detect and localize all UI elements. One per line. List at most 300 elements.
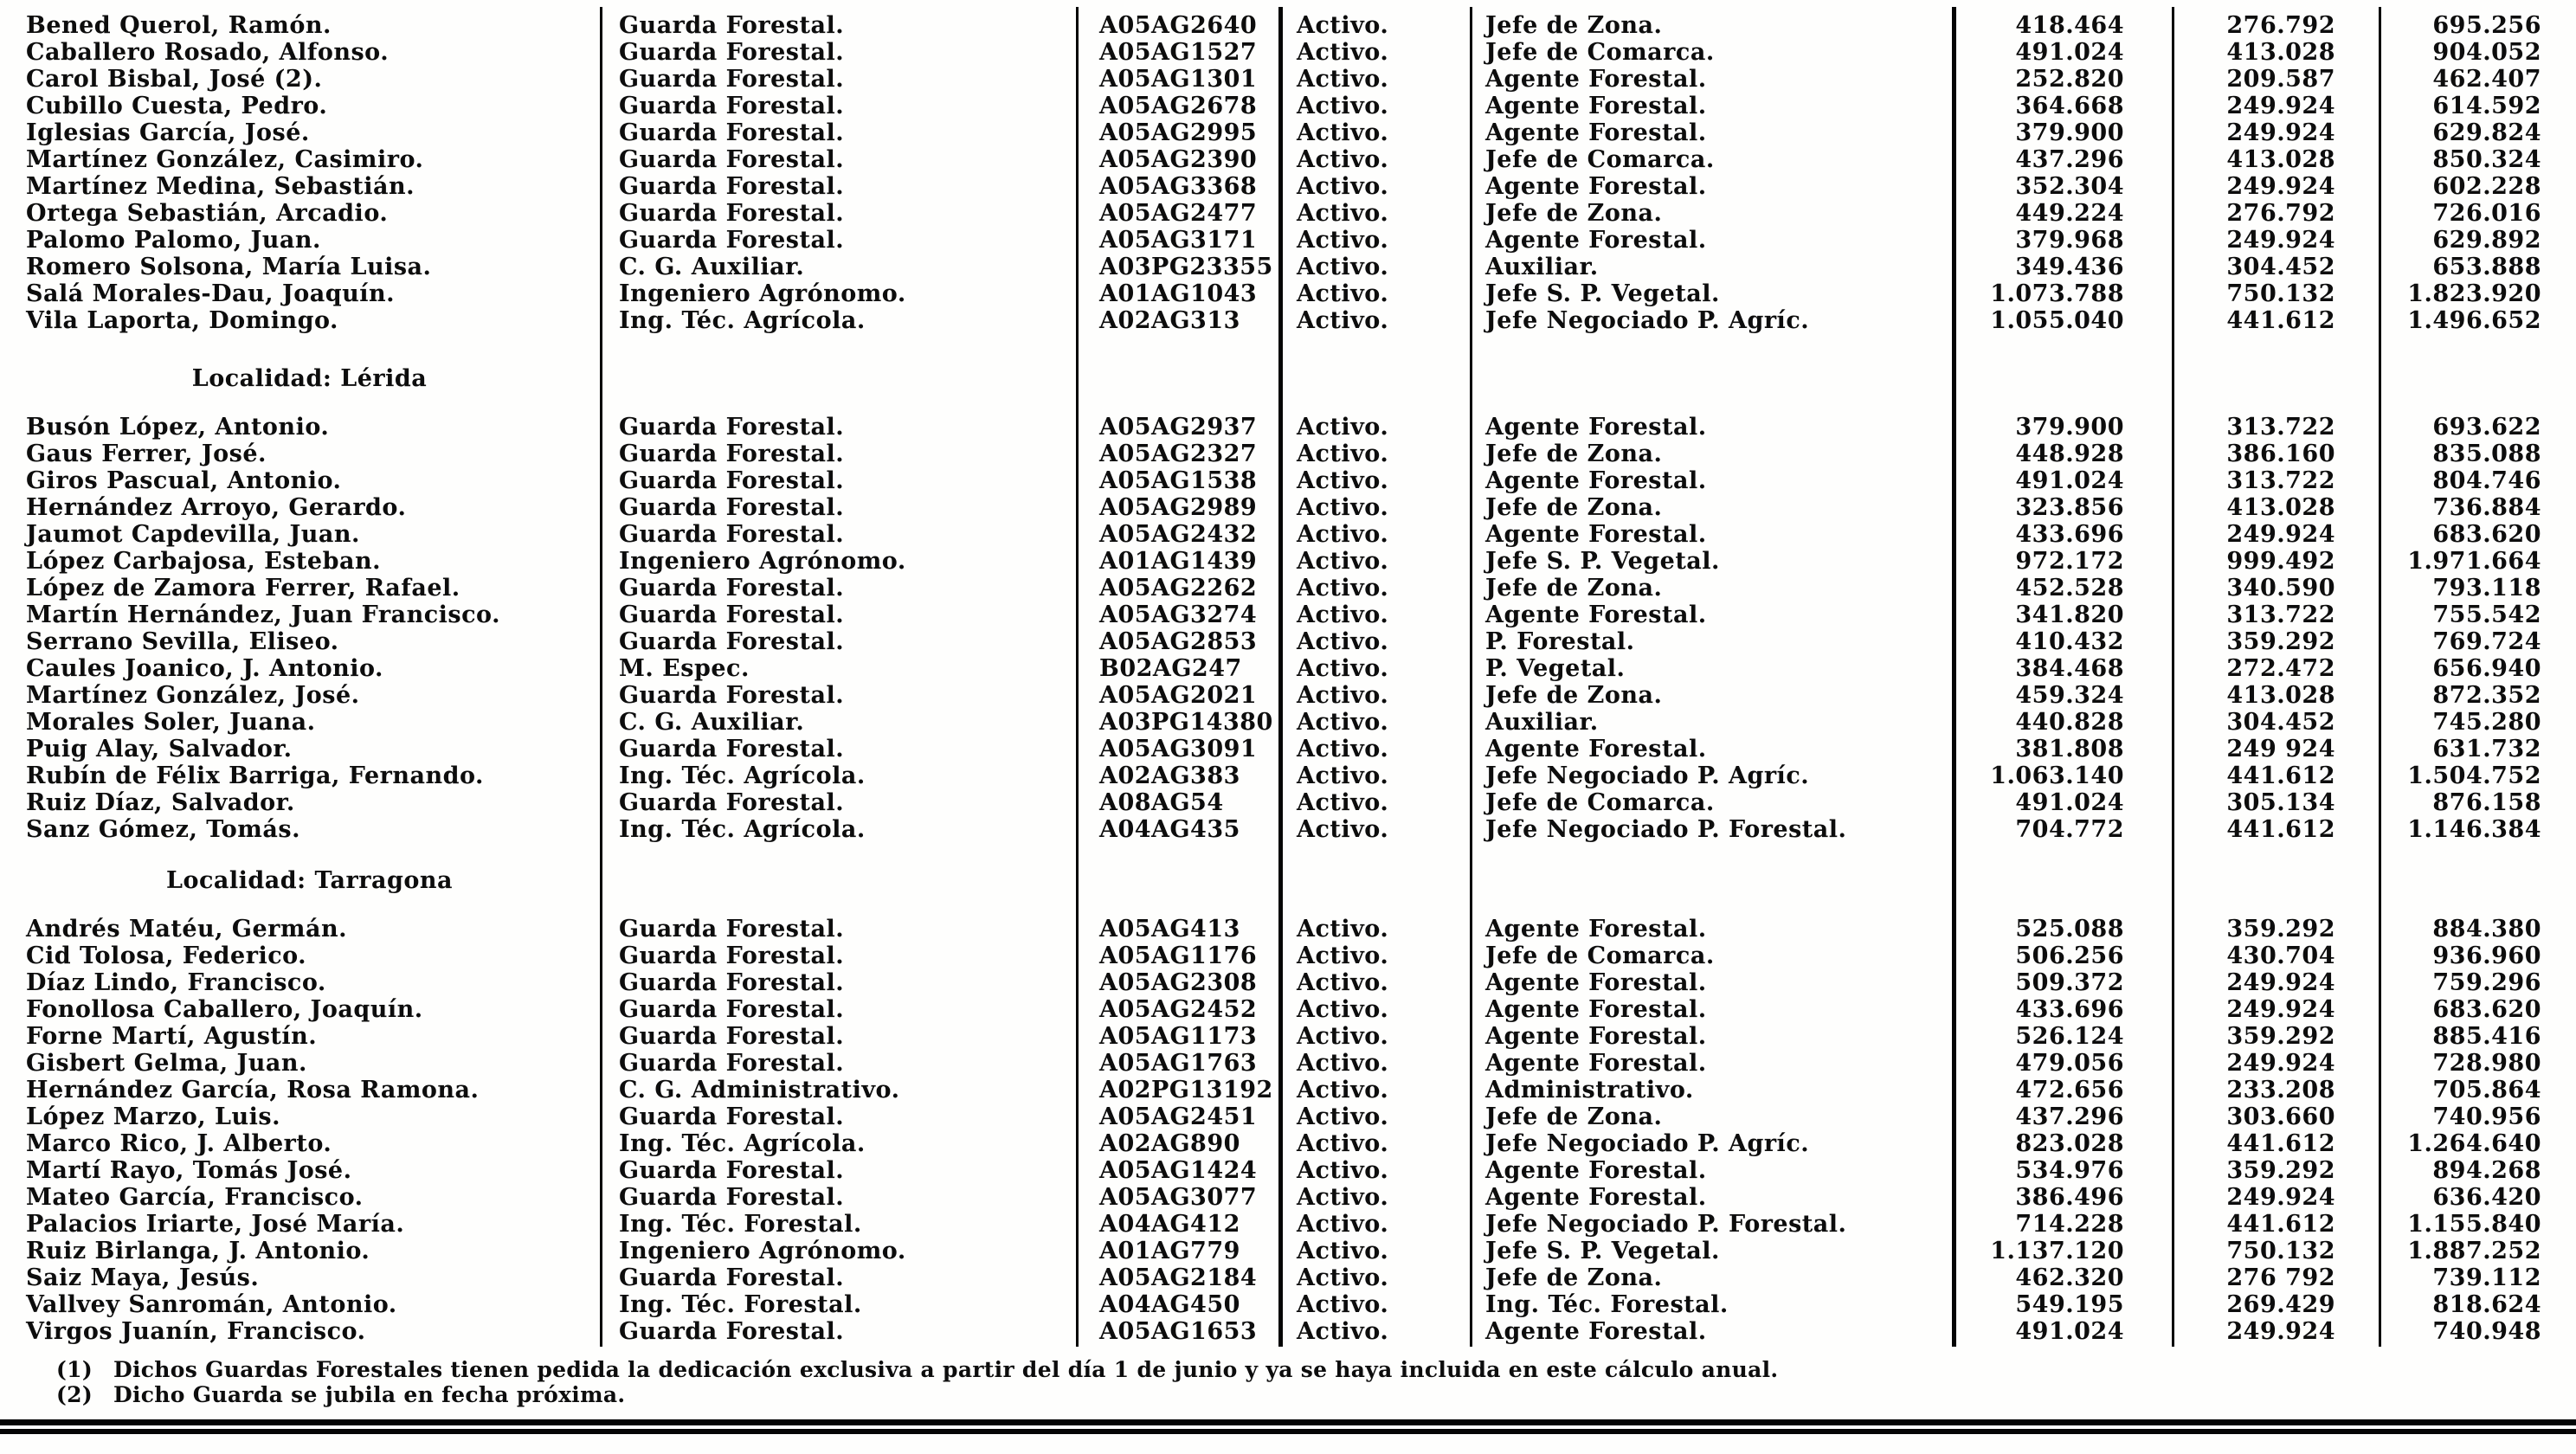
value2-cell: 209.587 bbox=[2226, 66, 2335, 93]
name-cell: Sanz Gómez, Tomás. bbox=[26, 816, 300, 843]
value1-cell: 472.656 bbox=[2015, 1077, 2124, 1103]
title-cell: Auxiliar. bbox=[1485, 254, 1599, 280]
value1-cell: 437.296 bbox=[2015, 1103, 2124, 1130]
title-cell: Jefe Negociado P. Agríc. bbox=[1485, 307, 1810, 334]
value3-cell: 740.948 bbox=[2432, 1318, 2541, 1345]
value3-cell: 1.971.664 bbox=[2407, 548, 2541, 575]
position-cell: Ing. Téc. Agrícola. bbox=[619, 1130, 866, 1157]
value3-cell: 726.016 bbox=[2432, 200, 2541, 227]
value1-cell: 491.024 bbox=[2015, 1318, 2124, 1345]
value1-cell: 714.228 bbox=[2015, 1211, 2124, 1238]
title-cell: Agente Forestal. bbox=[1485, 227, 1707, 254]
status-cell: Activo. bbox=[1297, 1050, 1389, 1077]
value3-cell: 793.118 bbox=[2432, 575, 2541, 602]
position-cell: Ingeniero Agrónomo. bbox=[619, 548, 906, 575]
position-cell: Ing. Téc. Agrícola. bbox=[619, 816, 866, 843]
value3-cell: 745.280 bbox=[2432, 709, 2541, 736]
value2-cell: 249.924 bbox=[2226, 173, 2335, 200]
code-cell: A05AG2853 bbox=[1099, 628, 1258, 655]
value2-cell: 276.792 bbox=[2226, 12, 2335, 39]
value2-cell: 441.612 bbox=[2226, 1211, 2335, 1238]
value2-cell: 313.722 bbox=[2226, 602, 2335, 628]
title-cell: Agente Forestal. bbox=[1485, 969, 1707, 996]
value2-cell: 413.028 bbox=[2226, 494, 2335, 521]
title-cell: Jefe S. P. Vegetal. bbox=[1485, 548, 1720, 575]
position-cell: Guarda Forestal. bbox=[619, 119, 845, 146]
value1-cell: 509.372 bbox=[2015, 969, 2124, 996]
status-cell: Activo. bbox=[1297, 1264, 1389, 1291]
locality-heading: Localidad: Tarragona bbox=[165, 867, 454, 894]
position-cell: Guarda Forestal. bbox=[619, 494, 845, 521]
name-cell: Martín Hernández, Juan Francisco. bbox=[26, 602, 500, 628]
code-cell: A08AG54 bbox=[1099, 789, 1224, 816]
name-cell: López de Zamora Ferrer, Rafael. bbox=[26, 575, 460, 602]
code-cell: A02PG13192 bbox=[1099, 1077, 1273, 1103]
code-cell: A04AG435 bbox=[1099, 816, 1240, 843]
footnote bbox=[56, 1357, 2523, 1382]
value3-cell: 1.155.840 bbox=[2407, 1211, 2541, 1238]
value2-cell: 249.924 bbox=[2226, 969, 2335, 996]
status-cell: Activo. bbox=[1297, 969, 1389, 996]
value3-cell: 740.956 bbox=[2432, 1103, 2541, 1130]
title-cell: Jefe de Comarca. bbox=[1485, 789, 1715, 816]
footnote-marker: (1) bbox=[56, 1357, 93, 1382]
name-cell: Morales Soler, Juana. bbox=[26, 709, 316, 736]
title-cell: Jefe de Comarca. bbox=[1485, 943, 1715, 969]
title-cell: Jefe de Zona. bbox=[1485, 200, 1663, 227]
status-cell: Activo. bbox=[1297, 93, 1389, 119]
status-cell: Activo. bbox=[1297, 816, 1389, 843]
value1-cell: 452.528 bbox=[2015, 575, 2124, 602]
status-cell: Activo. bbox=[1297, 307, 1389, 334]
code-cell: A05AG2452 bbox=[1099, 996, 1258, 1023]
title-cell: Jefe de Zona. bbox=[1485, 494, 1663, 521]
value2-cell: 304.452 bbox=[2226, 254, 2335, 280]
code-cell: A05AG2184 bbox=[1099, 1264, 1258, 1291]
value1-cell: 704.772 bbox=[2015, 816, 2124, 843]
value2-cell: 359.292 bbox=[2226, 628, 2335, 655]
name-cell: Puig Alay, Salvador. bbox=[26, 736, 293, 762]
title-cell: Agente Forestal. bbox=[1485, 1050, 1707, 1077]
code-cell: A05AG1301 bbox=[1099, 66, 1258, 93]
code-cell: A05AG3274 bbox=[1099, 602, 1258, 628]
locality-heading: Localidad: Lérida bbox=[191, 365, 428, 392]
title-cell: Jefe de Zona. bbox=[1485, 575, 1663, 602]
title-cell: Agente Forestal. bbox=[1485, 93, 1707, 119]
position-cell: Ingeniero Agrónomo. bbox=[619, 280, 906, 307]
name-cell: Caballero Rosado, Alfonso. bbox=[26, 39, 390, 66]
footnote-text: Dichos Guardas Forestales tienen pedida la dedicación exclusiva a partir del día 1 de junio y ya se haya incluida en este cálculo anual. bbox=[113, 1357, 1779, 1382]
code-cell: A05AG1424 bbox=[1099, 1157, 1258, 1184]
name-cell: Cid Tolosa, Federico. bbox=[26, 943, 307, 969]
value3-cell: 835.088 bbox=[2432, 441, 2541, 467]
status-cell: Activo. bbox=[1297, 12, 1389, 39]
code-cell: A04AG412 bbox=[1099, 1211, 1240, 1238]
name-cell: Martínez Medina, Sebastián. bbox=[26, 173, 415, 200]
code-cell: A03PG23355 bbox=[1099, 254, 1273, 280]
value3-cell: 629.824 bbox=[2432, 119, 2541, 146]
status-cell: Activo. bbox=[1297, 1184, 1389, 1211]
value2-cell: 249.924 bbox=[2226, 1050, 2335, 1077]
position-cell: Guarda Forestal. bbox=[619, 789, 845, 816]
code-cell: B02AG247 bbox=[1099, 655, 1242, 682]
value2-cell: 386.160 bbox=[2226, 441, 2335, 467]
code-cell: A05AG1538 bbox=[1099, 467, 1258, 494]
status-cell: Activo. bbox=[1297, 1103, 1389, 1130]
status-cell: Activo. bbox=[1297, 709, 1389, 736]
code-cell: A05AG2451 bbox=[1099, 1103, 1258, 1130]
title-cell: Agente Forestal. bbox=[1485, 521, 1707, 548]
name-cell: Andrés Matéu, Germán. bbox=[26, 916, 347, 943]
value1-cell: 437.296 bbox=[2015, 146, 2124, 173]
title-cell: Jefe de Zona. bbox=[1485, 1103, 1663, 1130]
code-cell: A05AG1653 bbox=[1099, 1318, 1258, 1345]
value2-cell: 249.924 bbox=[2226, 119, 2335, 146]
value3-cell: 804.746 bbox=[2432, 467, 2541, 494]
title-cell: Jefe Negociado P. Forestal. bbox=[1485, 1211, 1847, 1238]
status-cell: Activo. bbox=[1297, 467, 1389, 494]
position-cell: Guarda Forestal. bbox=[619, 39, 845, 66]
value3-cell: 904.052 bbox=[2432, 39, 2541, 66]
title-cell: Agente Forestal. bbox=[1485, 119, 1707, 146]
position-cell: Ing. Téc. Forestal. bbox=[619, 1211, 862, 1238]
value2-cell: 249.924 bbox=[2226, 227, 2335, 254]
value2-cell: 276 792 bbox=[2226, 1264, 2335, 1291]
value2-cell: 303.660 bbox=[2226, 1103, 2335, 1130]
position-cell: Guarda Forestal. bbox=[619, 441, 845, 467]
position-cell: Guarda Forestal. bbox=[619, 1184, 845, 1211]
status-cell: Activo. bbox=[1297, 414, 1389, 441]
status-cell: Activo. bbox=[1297, 441, 1389, 467]
position-cell: Guarda Forestal. bbox=[619, 628, 845, 655]
position-cell: Guarda Forestal. bbox=[619, 943, 845, 969]
status-cell: Activo. bbox=[1297, 762, 1389, 789]
value3-cell: 1.887.252 bbox=[2407, 1238, 2541, 1264]
value2-cell: 441.612 bbox=[2226, 816, 2335, 843]
value3-cell: 614.592 bbox=[2432, 93, 2541, 119]
value3-cell: 884.380 bbox=[2432, 916, 2541, 943]
code-cell: A05AG2327 bbox=[1099, 441, 1258, 467]
value1-cell: 352.304 bbox=[2015, 173, 2124, 200]
position-cell: Guarda Forestal. bbox=[619, 12, 845, 39]
status-cell: Activo. bbox=[1297, 227, 1389, 254]
code-cell: A05AG1173 bbox=[1099, 1023, 1258, 1050]
value3-cell: 631.732 bbox=[2432, 736, 2541, 762]
status-cell: Activo. bbox=[1297, 916, 1389, 943]
position-cell: Guarda Forestal. bbox=[619, 969, 845, 996]
title-cell: Administrativo. bbox=[1485, 1077, 1694, 1103]
name-cell: Virgos Juanín, Francisco. bbox=[26, 1318, 366, 1345]
position-cell: Guarda Forestal. bbox=[619, 1050, 845, 1077]
position-cell: Guarda Forestal. bbox=[619, 173, 845, 200]
name-cell: Bened Querol, Ramón. bbox=[26, 12, 332, 39]
value1-cell: 526.124 bbox=[2015, 1023, 2124, 1050]
value2-cell: 269.429 bbox=[2226, 1291, 2335, 1318]
name-cell: Salá Morales-Dau, Joaquín. bbox=[26, 280, 396, 307]
position-cell: Guarda Forestal. bbox=[619, 1318, 845, 1345]
code-cell: A05AG1763 bbox=[1099, 1050, 1258, 1077]
name-cell: López Marzo, Luis. bbox=[26, 1103, 281, 1130]
status-cell: Activo. bbox=[1297, 1077, 1389, 1103]
title-cell: Ing. Téc. Forestal. bbox=[1485, 1291, 1729, 1318]
value1-cell: 506.256 bbox=[2015, 943, 2124, 969]
status-cell: Activo. bbox=[1297, 200, 1389, 227]
code-cell: A05AG2678 bbox=[1099, 93, 1258, 119]
position-cell: Guarda Forestal. bbox=[619, 66, 845, 93]
value3-cell: 695.256 bbox=[2432, 12, 2541, 39]
title-cell: Agente Forestal. bbox=[1485, 736, 1707, 762]
code-cell: A05AG2477 bbox=[1099, 200, 1258, 227]
code-cell: A05AG2937 bbox=[1099, 414, 1258, 441]
name-cell: Saiz Maya, Jesús. bbox=[26, 1264, 260, 1291]
value2-cell: 233.208 bbox=[2226, 1077, 2335, 1103]
value2-cell: 441.612 bbox=[2226, 307, 2335, 334]
code-cell: A02AG313 bbox=[1099, 307, 1240, 334]
title-cell: Agente Forestal. bbox=[1485, 1157, 1707, 1184]
value2-cell: 305.134 bbox=[2226, 789, 2335, 816]
position-cell: M. Espec. bbox=[619, 655, 750, 682]
status-cell: Activo. bbox=[1297, 39, 1389, 66]
status-cell: Activo. bbox=[1297, 1238, 1389, 1264]
title-cell: Jefe de Zona. bbox=[1485, 682, 1663, 709]
code-cell: A05AG3171 bbox=[1099, 227, 1258, 254]
value3-cell: 850.324 bbox=[2432, 146, 2541, 173]
footnote-marker: (2) bbox=[56, 1382, 93, 1407]
code-cell: A01AG1439 bbox=[1099, 548, 1258, 575]
value1-cell: 491.024 bbox=[2015, 789, 2124, 816]
position-cell: Guarda Forestal. bbox=[619, 146, 845, 173]
value2-cell: 430.704 bbox=[2226, 943, 2335, 969]
position-cell: C. G. Auxiliar. bbox=[619, 709, 805, 736]
code-cell: A03PG14380 bbox=[1099, 709, 1273, 736]
code-cell: A05AG3077 bbox=[1099, 1184, 1258, 1211]
name-cell: Gisbert Gelma, Juan. bbox=[26, 1050, 307, 1077]
value3-cell: 736.884 bbox=[2432, 494, 2541, 521]
status-cell: Activo. bbox=[1297, 1291, 1389, 1318]
status-cell: Activo. bbox=[1297, 943, 1389, 969]
position-cell: Ingeniero Agrónomo. bbox=[619, 1238, 906, 1264]
value1-cell: 410.432 bbox=[2015, 628, 2124, 655]
value2-cell: 249 924 bbox=[2226, 736, 2335, 762]
code-cell: A05AG3368 bbox=[1099, 173, 1258, 200]
status-cell: Activo. bbox=[1297, 280, 1389, 307]
name-cell: Martínez González, Casimiro. bbox=[26, 146, 424, 173]
value2-cell: 272.472 bbox=[2226, 655, 2335, 682]
title-cell: Agente Forestal. bbox=[1485, 1318, 1707, 1345]
footnote-text: Dicho Guarda se jubila en fecha próxima. bbox=[113, 1382, 626, 1407]
code-cell: A01AG779 bbox=[1099, 1238, 1240, 1264]
status-cell: Activo. bbox=[1297, 736, 1389, 762]
value1-cell: 462.320 bbox=[2015, 1264, 2124, 1291]
status-cell: Activo. bbox=[1297, 575, 1389, 602]
code-cell: A01AG1043 bbox=[1099, 280, 1258, 307]
footnotes bbox=[56, 1357, 2523, 1407]
position-cell: Guarda Forestal. bbox=[619, 575, 845, 602]
name-cell: Busón López, Antonio. bbox=[26, 414, 330, 441]
value1-cell: 1.063.140 bbox=[1990, 762, 2124, 789]
status-cell: Activo. bbox=[1297, 173, 1389, 200]
value1-cell: 323.856 bbox=[2015, 494, 2124, 521]
code-cell: A05AG2640 bbox=[1099, 12, 1258, 39]
value1-cell: 379.900 bbox=[2015, 119, 2124, 146]
position-cell: Ing. Téc. Forestal. bbox=[619, 1291, 862, 1318]
status-cell: Activo. bbox=[1297, 521, 1389, 548]
value3-cell: 656.940 bbox=[2432, 655, 2541, 682]
value1-cell: 418.464 bbox=[2015, 12, 2124, 39]
value2-cell: 750.132 bbox=[2226, 1238, 2335, 1264]
name-cell: Palacios Iriarte, José María. bbox=[26, 1211, 405, 1238]
title-cell: Agente Forestal. bbox=[1485, 916, 1707, 943]
value1-cell: 1.055.040 bbox=[1990, 307, 2124, 334]
status-cell: Activo. bbox=[1297, 548, 1389, 575]
value1-cell: 386.496 bbox=[2015, 1184, 2124, 1211]
position-cell: Guarda Forestal. bbox=[619, 467, 845, 494]
title-cell: Jefe S. P. Vegetal. bbox=[1485, 280, 1720, 307]
status-cell: Activo. bbox=[1297, 494, 1389, 521]
value1-cell: 491.024 bbox=[2015, 39, 2124, 66]
value2-cell: 413.028 bbox=[2226, 682, 2335, 709]
value2-cell: 249.924 bbox=[2226, 1318, 2335, 1345]
value3-cell: 602.228 bbox=[2432, 173, 2541, 200]
name-cell: López Carbajosa, Esteban. bbox=[26, 548, 381, 575]
position-cell: Guarda Forestal. bbox=[619, 227, 845, 254]
code-cell: A05AG1527 bbox=[1099, 39, 1258, 66]
value1-cell: 433.696 bbox=[2015, 521, 2124, 548]
position-cell: Guarda Forestal. bbox=[619, 200, 845, 227]
status-cell: Activo. bbox=[1297, 1157, 1389, 1184]
double-rule-bottom bbox=[0, 1429, 2576, 1434]
name-cell: Ruiz Díaz, Salvador. bbox=[26, 789, 295, 816]
value1-cell: 252.820 bbox=[2015, 66, 2124, 93]
code-cell: A05AG1176 bbox=[1099, 943, 1258, 969]
table-section bbox=[0, 414, 2576, 843]
value2-cell: 276.792 bbox=[2226, 200, 2335, 227]
value3-cell: 728.980 bbox=[2432, 1050, 2541, 1077]
value1-cell: 972.172 bbox=[2015, 548, 2124, 575]
value1-cell: 449.224 bbox=[2015, 200, 2124, 227]
position-cell: Guarda Forestal. bbox=[619, 602, 845, 628]
status-cell: Activo. bbox=[1297, 789, 1389, 816]
title-cell: Jefe Negociado P. Agríc. bbox=[1485, 762, 1810, 789]
value1-cell: 534.976 bbox=[2015, 1157, 2124, 1184]
code-cell: A02AG383 bbox=[1099, 762, 1240, 789]
table-section bbox=[0, 916, 2576, 1345]
name-cell: Martínez González, José. bbox=[26, 682, 360, 709]
value2-cell: 750.132 bbox=[2226, 280, 2335, 307]
value3-cell: 462.407 bbox=[2432, 66, 2541, 93]
title-cell: Agente Forestal. bbox=[1485, 1184, 1707, 1211]
title-cell: Jefe de Zona. bbox=[1485, 12, 1663, 39]
value2-cell: 249.924 bbox=[2226, 521, 2335, 548]
title-cell: Agente Forestal. bbox=[1485, 66, 1707, 93]
code-cell: A05AG2989 bbox=[1099, 494, 1258, 521]
title-cell: Jefe Negociado P. Forestal. bbox=[1485, 816, 1847, 843]
value1-cell: 823.028 bbox=[2015, 1130, 2124, 1157]
code-cell: A05AG2390 bbox=[1099, 146, 1258, 173]
position-cell: Guarda Forestal. bbox=[619, 1023, 845, 1050]
position-cell: C. G. Administrativo. bbox=[619, 1077, 900, 1103]
value1-cell: 364.668 bbox=[2015, 93, 2124, 119]
position-cell: Guarda Forestal. bbox=[619, 996, 845, 1023]
value2-cell: 313.722 bbox=[2226, 467, 2335, 494]
value1-cell: 491.024 bbox=[2015, 467, 2124, 494]
value3-cell: 872.352 bbox=[2432, 682, 2541, 709]
name-cell: Cubillo Cuesta, Pedro. bbox=[26, 93, 328, 119]
value3-cell: 1.496.652 bbox=[2407, 307, 2541, 334]
position-cell: Guarda Forestal. bbox=[619, 916, 845, 943]
name-cell: Romero Solsona, María Luisa. bbox=[26, 254, 432, 280]
code-cell: A04AG450 bbox=[1099, 1291, 1240, 1318]
value1-cell: 1.073.788 bbox=[1990, 280, 2124, 307]
name-cell: Iglesias García, José. bbox=[26, 119, 310, 146]
value3-cell: 739.112 bbox=[2432, 1264, 2541, 1291]
name-cell: Gaus Ferrer, José. bbox=[26, 441, 267, 467]
status-cell: Activo. bbox=[1297, 66, 1389, 93]
position-cell: Guarda Forestal. bbox=[619, 414, 845, 441]
status-cell: Activo. bbox=[1297, 996, 1389, 1023]
value3-cell: 755.542 bbox=[2432, 602, 2541, 628]
value3-cell: 876.158 bbox=[2432, 789, 2541, 816]
name-cell: Martí Rayo, Tomás José. bbox=[26, 1157, 352, 1184]
code-cell: A05AG413 bbox=[1099, 916, 1240, 943]
value1-cell: 525.088 bbox=[2015, 916, 2124, 943]
position-cell: Guarda Forestal. bbox=[619, 1157, 845, 1184]
status-cell: Activo. bbox=[1297, 1130, 1389, 1157]
value2-cell: 359.292 bbox=[2226, 916, 2335, 943]
position-cell: Guarda Forestal. bbox=[619, 93, 845, 119]
name-cell: Jaumot Capdevilla, Juan. bbox=[26, 521, 360, 548]
value3-cell: 629.892 bbox=[2432, 227, 2541, 254]
title-cell: Auxiliar. bbox=[1485, 709, 1599, 736]
status-cell: Activo. bbox=[1297, 1211, 1389, 1238]
title-cell: Agente Forestal. bbox=[1485, 602, 1707, 628]
position-cell: C. G. Auxiliar. bbox=[619, 254, 805, 280]
value3-cell: 759.296 bbox=[2432, 969, 2541, 996]
title-cell: P. Forestal. bbox=[1485, 628, 1635, 655]
name-cell: Vila Laporta, Domingo. bbox=[26, 307, 338, 334]
value1-cell: 440.828 bbox=[2015, 709, 2124, 736]
title-cell: Agente Forestal. bbox=[1485, 173, 1707, 200]
value3-cell: 1.146.384 bbox=[2407, 816, 2541, 843]
value1-cell: 384.468 bbox=[2015, 655, 2124, 682]
name-cell: Rubín de Félix Barriga, Fernando. bbox=[26, 762, 484, 789]
value2-cell: 304.452 bbox=[2226, 709, 2335, 736]
position-cell: Guarda Forestal. bbox=[619, 682, 845, 709]
value3-cell: 683.620 bbox=[2432, 521, 2541, 548]
name-cell: Carol Bisbal, José (2). bbox=[26, 66, 323, 93]
value3-cell: 705.864 bbox=[2432, 1077, 2541, 1103]
title-cell: Jefe de Comarca. bbox=[1485, 39, 1715, 66]
status-cell: Activo. bbox=[1297, 254, 1389, 280]
position-cell: Guarda Forestal. bbox=[619, 521, 845, 548]
footnote bbox=[56, 1382, 2523, 1407]
value3-cell: 936.960 bbox=[2432, 943, 2541, 969]
value2-cell: 249.924 bbox=[2226, 996, 2335, 1023]
value3-cell: 1.264.640 bbox=[2407, 1130, 2541, 1157]
status-cell: Activo. bbox=[1297, 682, 1389, 709]
code-cell: A05AG2308 bbox=[1099, 969, 1258, 996]
value2-cell: 441.612 bbox=[2226, 762, 2335, 789]
position-cell: Guarda Forestal. bbox=[619, 1264, 845, 1291]
value1-cell: 448.928 bbox=[2015, 441, 2124, 467]
title-cell: Agente Forestal. bbox=[1485, 1023, 1707, 1050]
value3-cell: 818.624 bbox=[2432, 1291, 2541, 1318]
value1-cell: 341.820 bbox=[2015, 602, 2124, 628]
title-cell: Jefe S. P. Vegetal. bbox=[1485, 1238, 1720, 1264]
value2-cell: 313.722 bbox=[2226, 414, 2335, 441]
position-cell: Guarda Forestal. bbox=[619, 1103, 845, 1130]
name-cell: Serrano Sevilla, Eliseo. bbox=[26, 628, 339, 655]
